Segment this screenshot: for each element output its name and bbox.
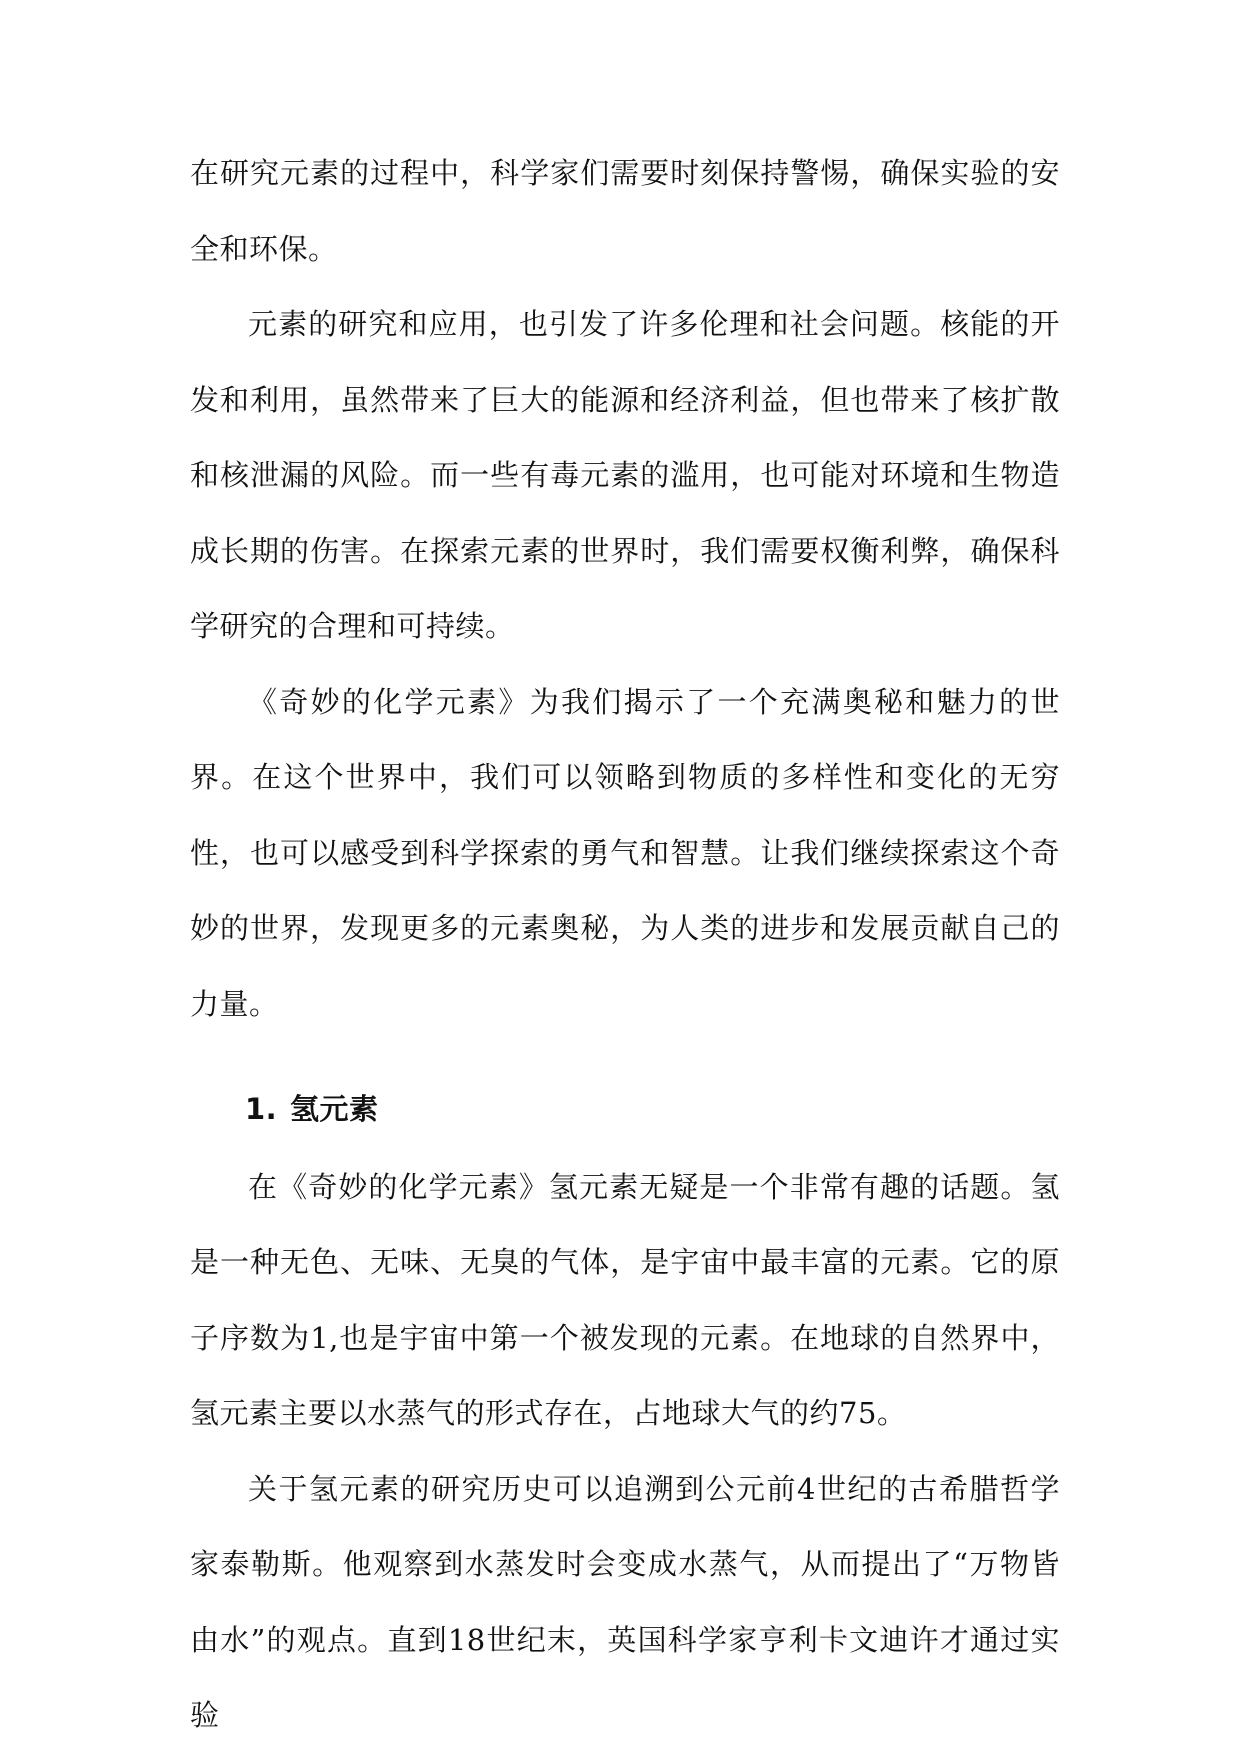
paragraph-safety: 在研究元素的过程中，科学家们需要时刻保持警惕，确保实验的安全和环保。 xyxy=(190,156,1060,266)
section-number: 1. xyxy=(245,1092,278,1126)
section-heading xyxy=(190,1072,1060,1148)
paragraph-ethics: 元素的研究和应用，也引发了许多伦理和社会问题。核能的开发和利用，虽然带来了巨大的能源和经济利益，但也带来了核扩散和核泄漏的风险。而一些有毒元素的滥用，也可能对环境和生物造成长期的伤害。在探索元素的世界时，我们需要权衡利弊，确保科学研究的合理和可持续。 xyxy=(190,307,1060,643)
document-body xyxy=(190,136,1060,1754)
section-title: 氢元素 xyxy=(290,1092,379,1126)
paragraph-hydrogen-history: 关于氢元素的研究历史可以追溯到公元前4世纪的古希腊哲学家泰勒斯。他观察到水蒸发时会变成水蒸气，从而提出了“万物皆由水”的观点。直到18世纪末，英国科学家亨利卡文迪许才通过实验 xyxy=(190,1471,1060,1732)
paragraph-summary: 《奇妙的化学元素》为我们揭示了一个充满奥秘和魅力的世界。在这个世界中，我们可以领略到物质的多样性和变化的无穷性，也可以感受到科学探索的勇气和智慧。让我们继续探索这个奇妙的世界，发现更多的元素奥秘，为人类的进步和发展贡献自己的力量。 xyxy=(190,684,1060,1021)
paragraph-hydrogen-intro: 在《奇妙的化学元素》氢元素无疑是一个非常有趣的话题。氢是一种无色、无味、无臭的气体，是宇宙中最丰富的元素。它的原子序数为1,也是宇宙中第一个被发现的元素。在地球的自然界中，氢元素主要以水蒸气的形式存在，占地球大气的约75。 xyxy=(190,1169,1060,1430)
